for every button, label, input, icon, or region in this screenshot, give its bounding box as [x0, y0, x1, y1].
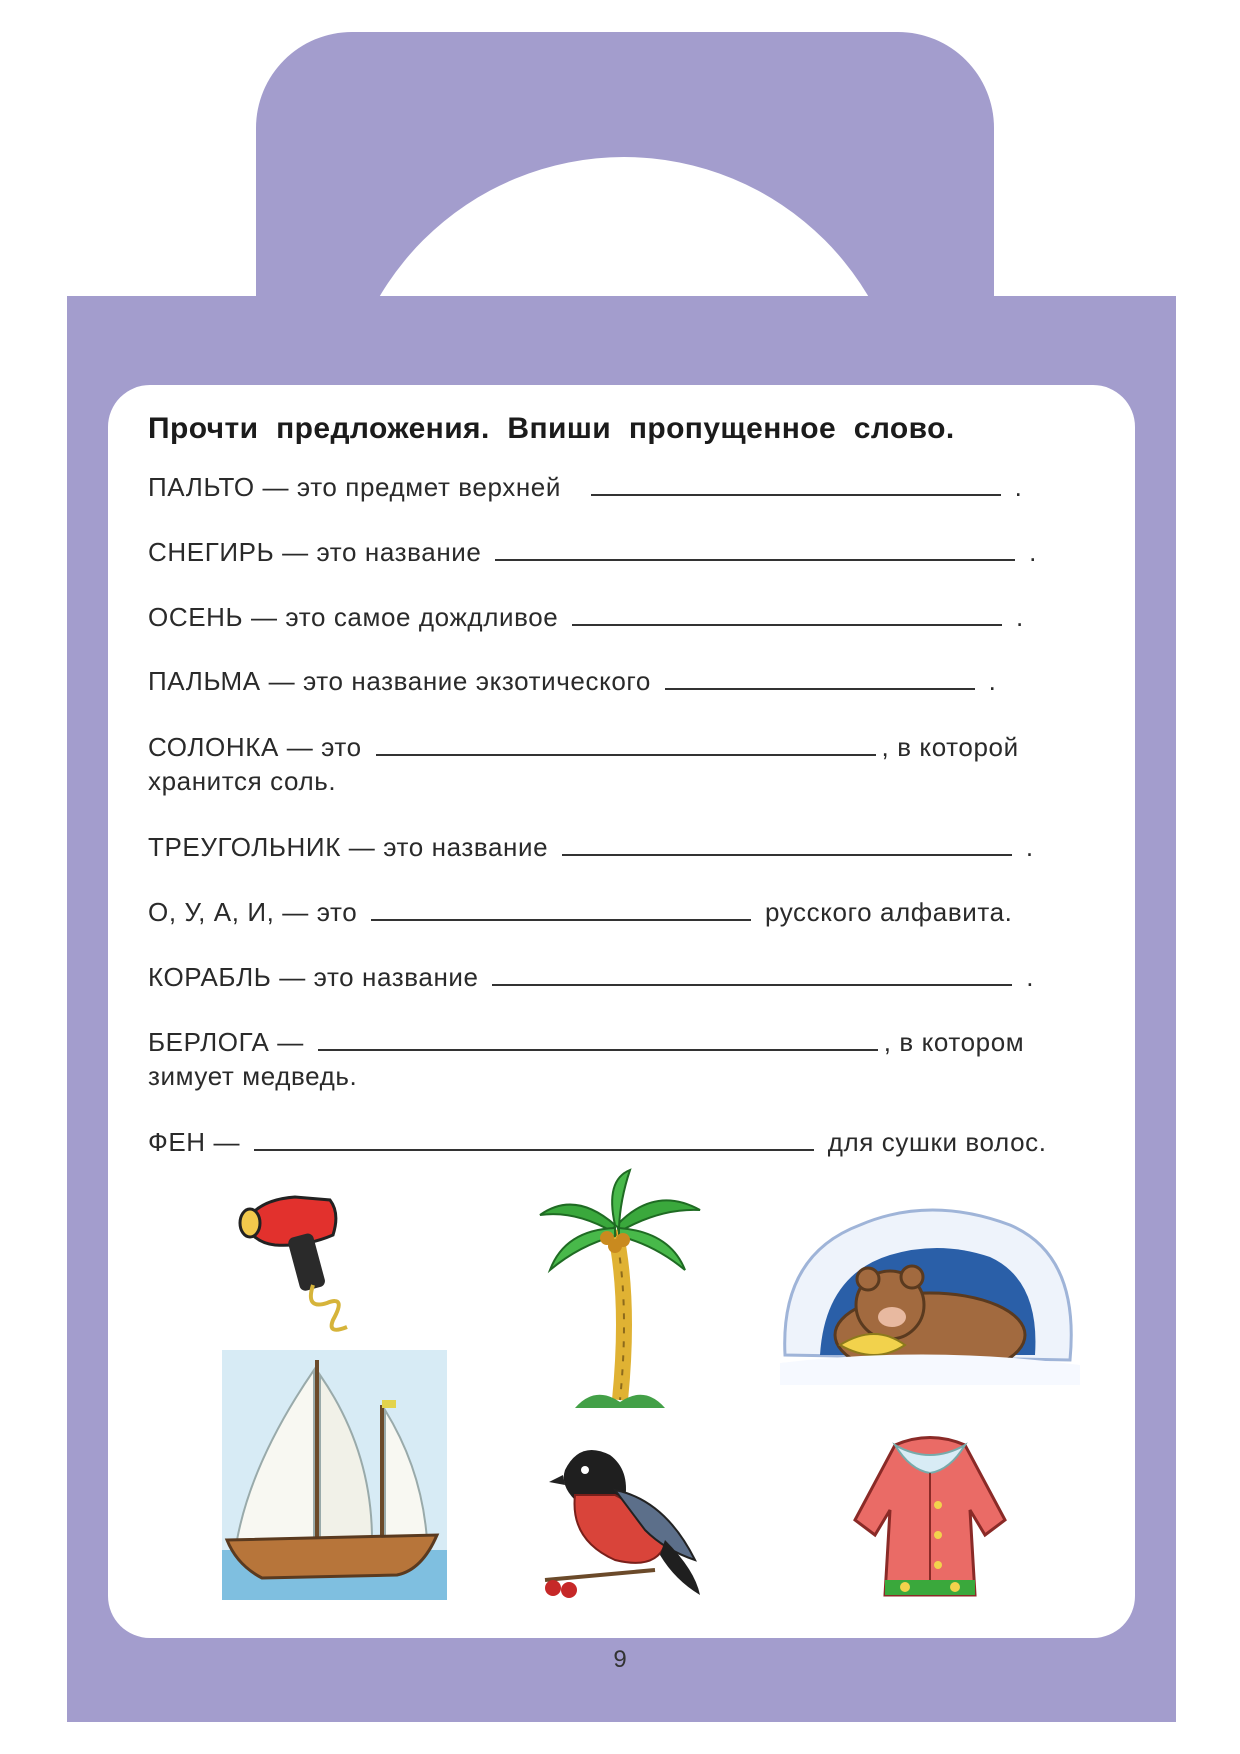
sentence-text: БЕРЛОГА —: [148, 1027, 304, 1057]
sentence-end: , в которой: [881, 732, 1019, 762]
sentence-row: [148, 1125, 1108, 1159]
sentence-end: .: [1029, 537, 1037, 567]
answer-line[interactable]: [492, 960, 1012, 986]
coat-icon: [840, 1425, 1020, 1605]
answer-line[interactable]: [591, 470, 1001, 496]
sentence-row: [148, 664, 1108, 698]
sentence-row: [148, 960, 1108, 994]
sentence-end: для сушки волос.: [827, 1127, 1047, 1157]
bear-den-icon: [780, 1195, 1080, 1385]
sentence-row: [148, 535, 1108, 569]
sentence-text: ФЕН —: [148, 1127, 241, 1157]
sentence-text: ТРЕУГОЛЬНИК — это название: [148, 832, 549, 862]
sentence-text: СНЕГИРЬ — это название: [148, 537, 482, 567]
answer-line[interactable]: [371, 895, 751, 921]
sentence-text: ОСЕНЬ — это самое дождливое: [148, 602, 559, 632]
sentence-end: .: [1014, 472, 1023, 502]
sentence-text: ПАЛЬМА — это название экзотического: [148, 666, 651, 696]
sentence-row: [148, 600, 1108, 634]
answer-line[interactable]: [318, 1025, 878, 1051]
sailing-ship-icon: [222, 1350, 447, 1600]
sentence-text: КОРАБЛЬ — это название: [148, 962, 479, 992]
palm-tree-icon: [535, 1170, 705, 1420]
sentence-row: [148, 830, 1108, 864]
sentence-row: [148, 1025, 1108, 1059]
answer-line[interactable]: [665, 664, 975, 690]
bullfinch-icon: [535, 1430, 705, 1600]
hair-dryer-icon: [235, 1185, 395, 1345]
answer-line[interactable]: [495, 535, 1015, 561]
answer-line[interactable]: [376, 730, 876, 756]
sentence-continuation: зимует медведь.: [148, 1061, 358, 1091]
sentence-continuation: хранится соль.: [148, 766, 337, 796]
sentence-row: [148, 470, 1108, 504]
sentence-end: .: [1025, 832, 1034, 862]
sentence-text: О, У, А, И, — это: [148, 897, 358, 927]
sentence-text: ПАЛЬТО — это предмет верхней: [148, 472, 561, 502]
sentence-end: , в котором: [883, 1027, 1025, 1057]
sentence-end: русского алфавита.: [764, 897, 1013, 927]
sentence-end: .: [1026, 962, 1035, 992]
answer-line[interactable]: [572, 600, 1002, 626]
sentence-end: .: [988, 666, 997, 696]
sentence-text: СОЛОНКА — это: [148, 732, 362, 762]
sentence-row: [148, 895, 1108, 929]
page-number: 9: [613, 1646, 627, 1673]
answer-line[interactable]: [254, 1125, 814, 1151]
sentence-row: [148, 730, 1108, 764]
instruction-title: Прочти предложения. Впиши пропущенное слово.: [148, 412, 955, 445]
sentence-end: .: [1016, 602, 1024, 632]
answer-line[interactable]: [562, 830, 1012, 856]
